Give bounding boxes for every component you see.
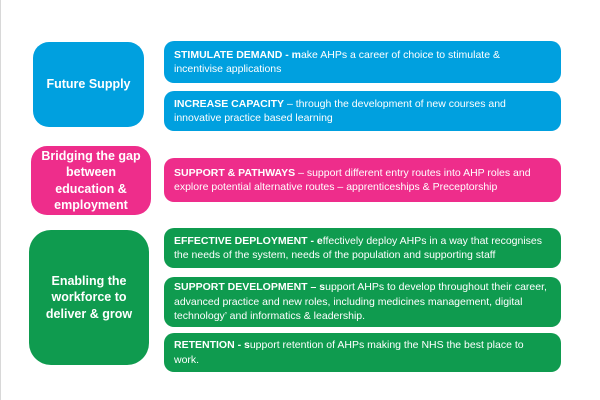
card-stimulate-demand <box>164 41 561 83</box>
group-label-enabling-workforce: Enabling the workforce to deliver & grow <box>45 273 133 321</box>
group-label-future-supply: Future Supply <box>46 77 131 92</box>
group-box-future-supply <box>33 42 144 127</box>
card-support-pathways <box>164 158 561 202</box>
card-effective-deployment <box>164 228 561 268</box>
card-heading: RETENTION - s <box>174 339 250 352</box>
group-box-bridging-the-gap <box>31 146 151 215</box>
card-body: – through the development of new courses and innovative practice based learning <box>174 97 506 124</box>
card-heading: INCREASE CAPACITY <box>174 97 285 110</box>
group-label-bridging-the-gap: Bridging the gap between education & employment <box>41 148 141 212</box>
card-retention <box>164 333 561 372</box>
card-heading: SUPPORT & PATHWAYS <box>174 166 296 179</box>
card-text <box>174 48 551 77</box>
card-heading: STIMULATE DEMAND - m <box>174 48 301 61</box>
card-body: upport AHPs to develop throughout their career, advanced practice and new roles, including medicines management, digital technology’ and informatics & leadership. <box>174 281 547 323</box>
card-body: ake AHPs a career of choice to stimulate & incentivise applications <box>174 48 500 75</box>
card-heading: SUPPORT DEVELOPMENT – s <box>174 281 326 294</box>
card-body: ffectively deploy AHPs in a way that recognises the needs of the system, needs of the population and supporting staff <box>174 234 543 261</box>
card-support-development <box>164 277 561 327</box>
card-text <box>174 234 551 263</box>
card-heading: EFFECTIVE DEPLOYMENT - e <box>174 234 323 247</box>
card-text <box>174 280 551 323</box>
card-body: upport retention of AHPs making the NHS the best place to work. <box>174 339 524 366</box>
card-increase-capacity <box>164 91 561 131</box>
card-text <box>174 338 551 367</box>
group-box-enabling-workforce <box>29 230 149 365</box>
card-text <box>174 166 551 195</box>
card-body: – support different entry routes into AHP roles and explore potential alternative routes – apprenticeships & Preceptorship <box>174 166 531 193</box>
card-text <box>174 97 551 126</box>
